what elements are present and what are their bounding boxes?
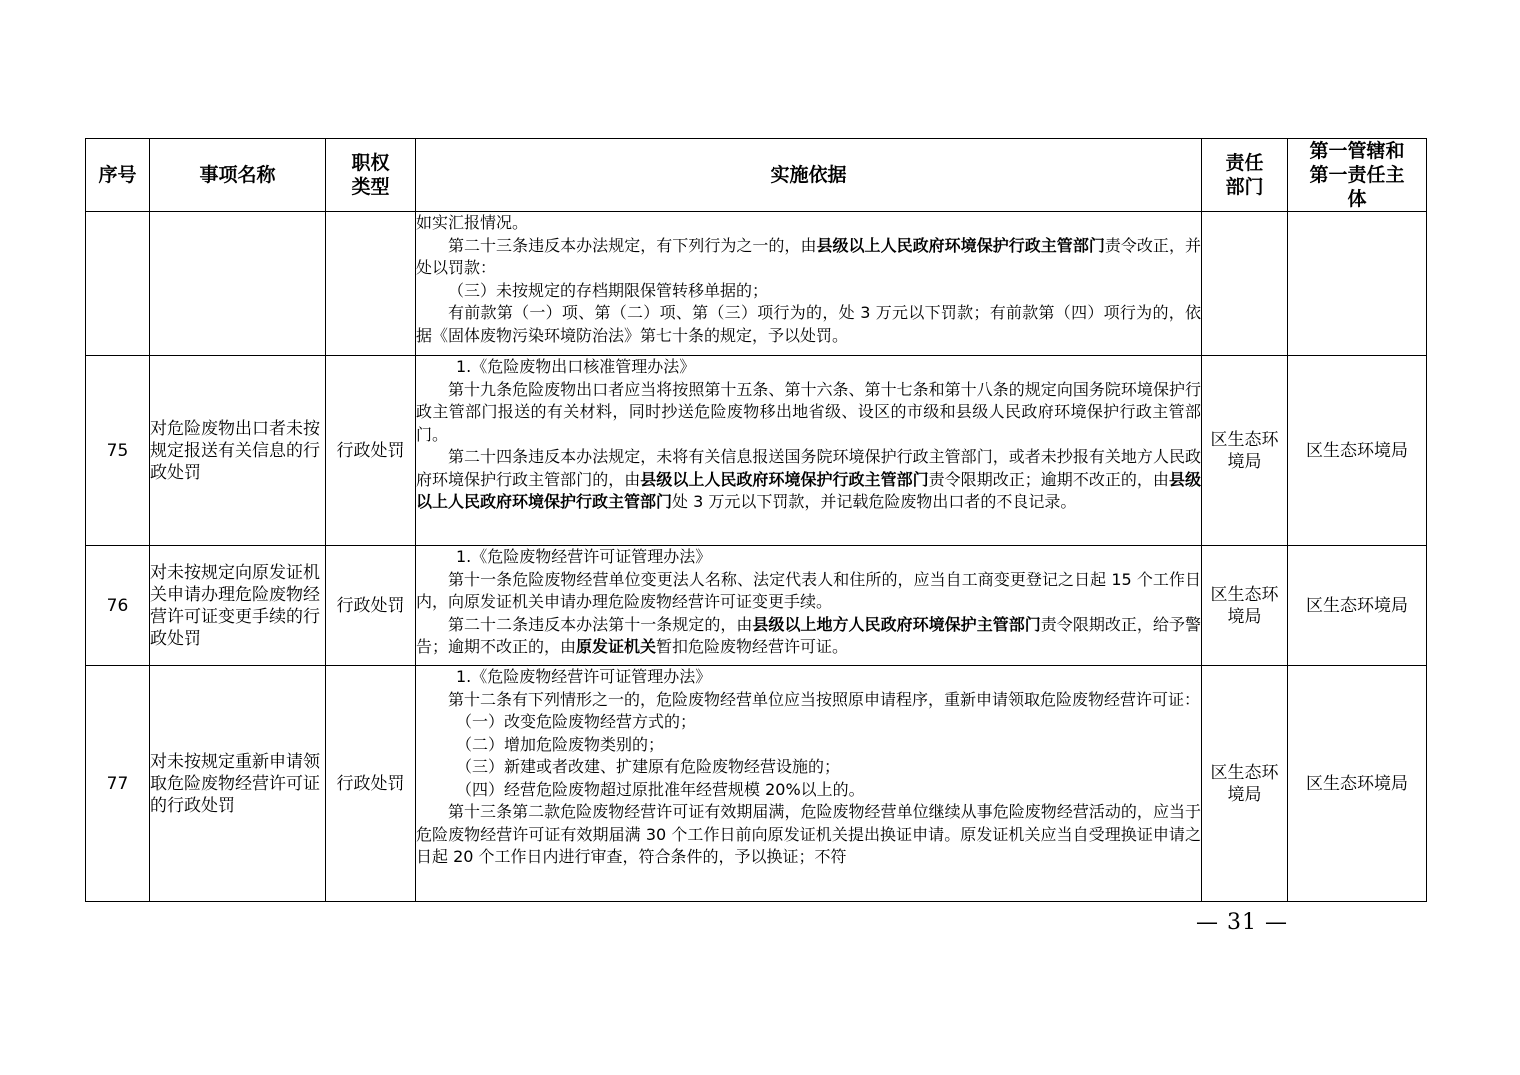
header-basis: 实施依据 (416, 139, 1202, 212)
subject-cell: 区生态环境局 (1288, 546, 1427, 666)
basis-line: 有前款第（一）项、第（二）项、第（三）项行为的，处 3 万元以下罚款；有前款第（四）项行为的，依据《固体废物污染环境防治法》第七十条的规定，予以处罚。 (416, 303, 1201, 345)
basis-line: （三）新建或者改建、扩建原有危险废物经营设施的； (456, 757, 841, 776)
basis-line: （一）改变危险废物经营方式的； (456, 712, 697, 731)
basis-cell (416, 356, 1202, 546)
table-row (86, 666, 1427, 902)
seq-cell: 75 (86, 356, 150, 546)
subject-cell: 区生态环境局 (1288, 356, 1427, 546)
table-row (86, 356, 1427, 546)
basis-cell (416, 666, 1202, 902)
seq-cell: 77 (86, 666, 150, 902)
basis-line: 1.《危险废物经营许可证管理办法》 (456, 667, 712, 686)
type-cell: 行政处罚 (326, 666, 416, 902)
type-cell: 行政处罚 (326, 356, 416, 546)
seq-cell: 76 (86, 546, 150, 666)
table-row (86, 212, 1427, 356)
header-seq: 序号 (86, 139, 150, 212)
dept-cell: 区生态环境局 (1202, 356, 1288, 546)
basis-line: 1.《危险废物出口核准管理办法》 (456, 357, 696, 376)
basis-line: 第二十二条违反本办法第十一条规定的，由县级以上地方人民政府环境保护主管部门责令限期改正，给予警告；逾期不改正的，由原发证机关暂扣危险废物经营许可证。 (416, 614, 1201, 656)
name-cell: 对未按规定向原发证机关申请办理危险废物经营许可证变更手续的行政处罚 (150, 546, 326, 666)
name-cell: 对未按规定重新申请领取危险废物经营许可证的行政处罚 (150, 666, 326, 902)
name-cell (150, 212, 326, 356)
subject-cell: 区生态环境局 (1288, 666, 1427, 902)
page-number: — 31 — (1196, 910, 1288, 935)
basis-line: 第十二条有下列情形之一的，危险废物经营单位应当按照原申请程序，重新申请领取危险废物经营许可证： (448, 689, 1201, 709)
basis-line: 如实汇报情况。 (416, 213, 529, 232)
header-dept: 责任部门 (1202, 139, 1288, 212)
dept-cell: 区生态环境局 (1202, 546, 1288, 666)
basis-line: 第十九条危险废物出口者应当将按照第十五条、第十六条、第十七条和第十八条的规定向国务院环境保护行政主管部门报送的有关材料，同时抄送危险废物移出地省级、设区的市级和县级人民政府环境保护行政主管部门。 (416, 379, 1201, 444)
header-name: 事项名称 (150, 139, 326, 212)
basis-line: 第二十四条违反本办法规定，未将有关信息报送国务院环境保护行政主管部门，或者未抄报有关地方人民政府环境保护行政主管部门的，由县级以上人民政府环境保护行政主管部门责令限期改正；逾期不改正的，由县级以上人民政府环境保护行政主管部门处 3 万元以下罚款，并记载危险废物出口者的不良记录。 (416, 447, 1201, 511)
dept-cell (1202, 212, 1288, 356)
basis-line: （三）未按规定的存档期限保管转移单据的； (448, 280, 769, 300)
header-row (86, 139, 1427, 212)
enforcement-table (85, 138, 1427, 902)
header-subject: 第一管辖和第一责任主体 (1288, 139, 1427, 212)
basis-line: 第十一条危险废物经营单位变更法人名称、法定代表人和住所的，应当自工商变更登记之日起 15 个工作日内，向原发证机关申请办理危险废物经营许可证变更手续。 (416, 569, 1201, 611)
header-type: 职权类型 (326, 139, 416, 212)
type-cell: 行政处罚 (326, 546, 416, 666)
seq-cell (86, 212, 150, 356)
basis-line: （四）经营危险废物超过原批准年经营规模 20%以上的。 (456, 779, 865, 799)
basis-cell (416, 546, 1202, 666)
dept-cell: 区生态环境局 (1202, 666, 1288, 902)
type-cell (326, 212, 416, 356)
table-row (86, 546, 1427, 666)
basis-line: 第二十三条违反本办法规定，有下列行为之一的，由县级以上人民政府环境保护行政主管部门责令改正，并处以罚款： (416, 235, 1201, 277)
basis-line: 1.《危险废物经营许可证管理办法》 (456, 547, 712, 566)
basis-line: 第十三条第二款危险废物经营许可证有效期届满，危险废物经营单位继续从事危险废物经营活动的，应当于危险废物经营许可证有效期届满 30 个工作日前向原发证机关提出换证申请。原发证机关应当自受理换证申请之日起 20 个工作日内进行审查，符合条件的，予以换证；不符 (416, 802, 1201, 866)
basis-cell (416, 212, 1202, 356)
subject-cell (1288, 212, 1427, 356)
name-cell: 对危险废物出口者未按规定报送有关信息的行政处罚 (150, 356, 326, 546)
basis-line: （二）增加危险废物类别的； (456, 734, 665, 754)
